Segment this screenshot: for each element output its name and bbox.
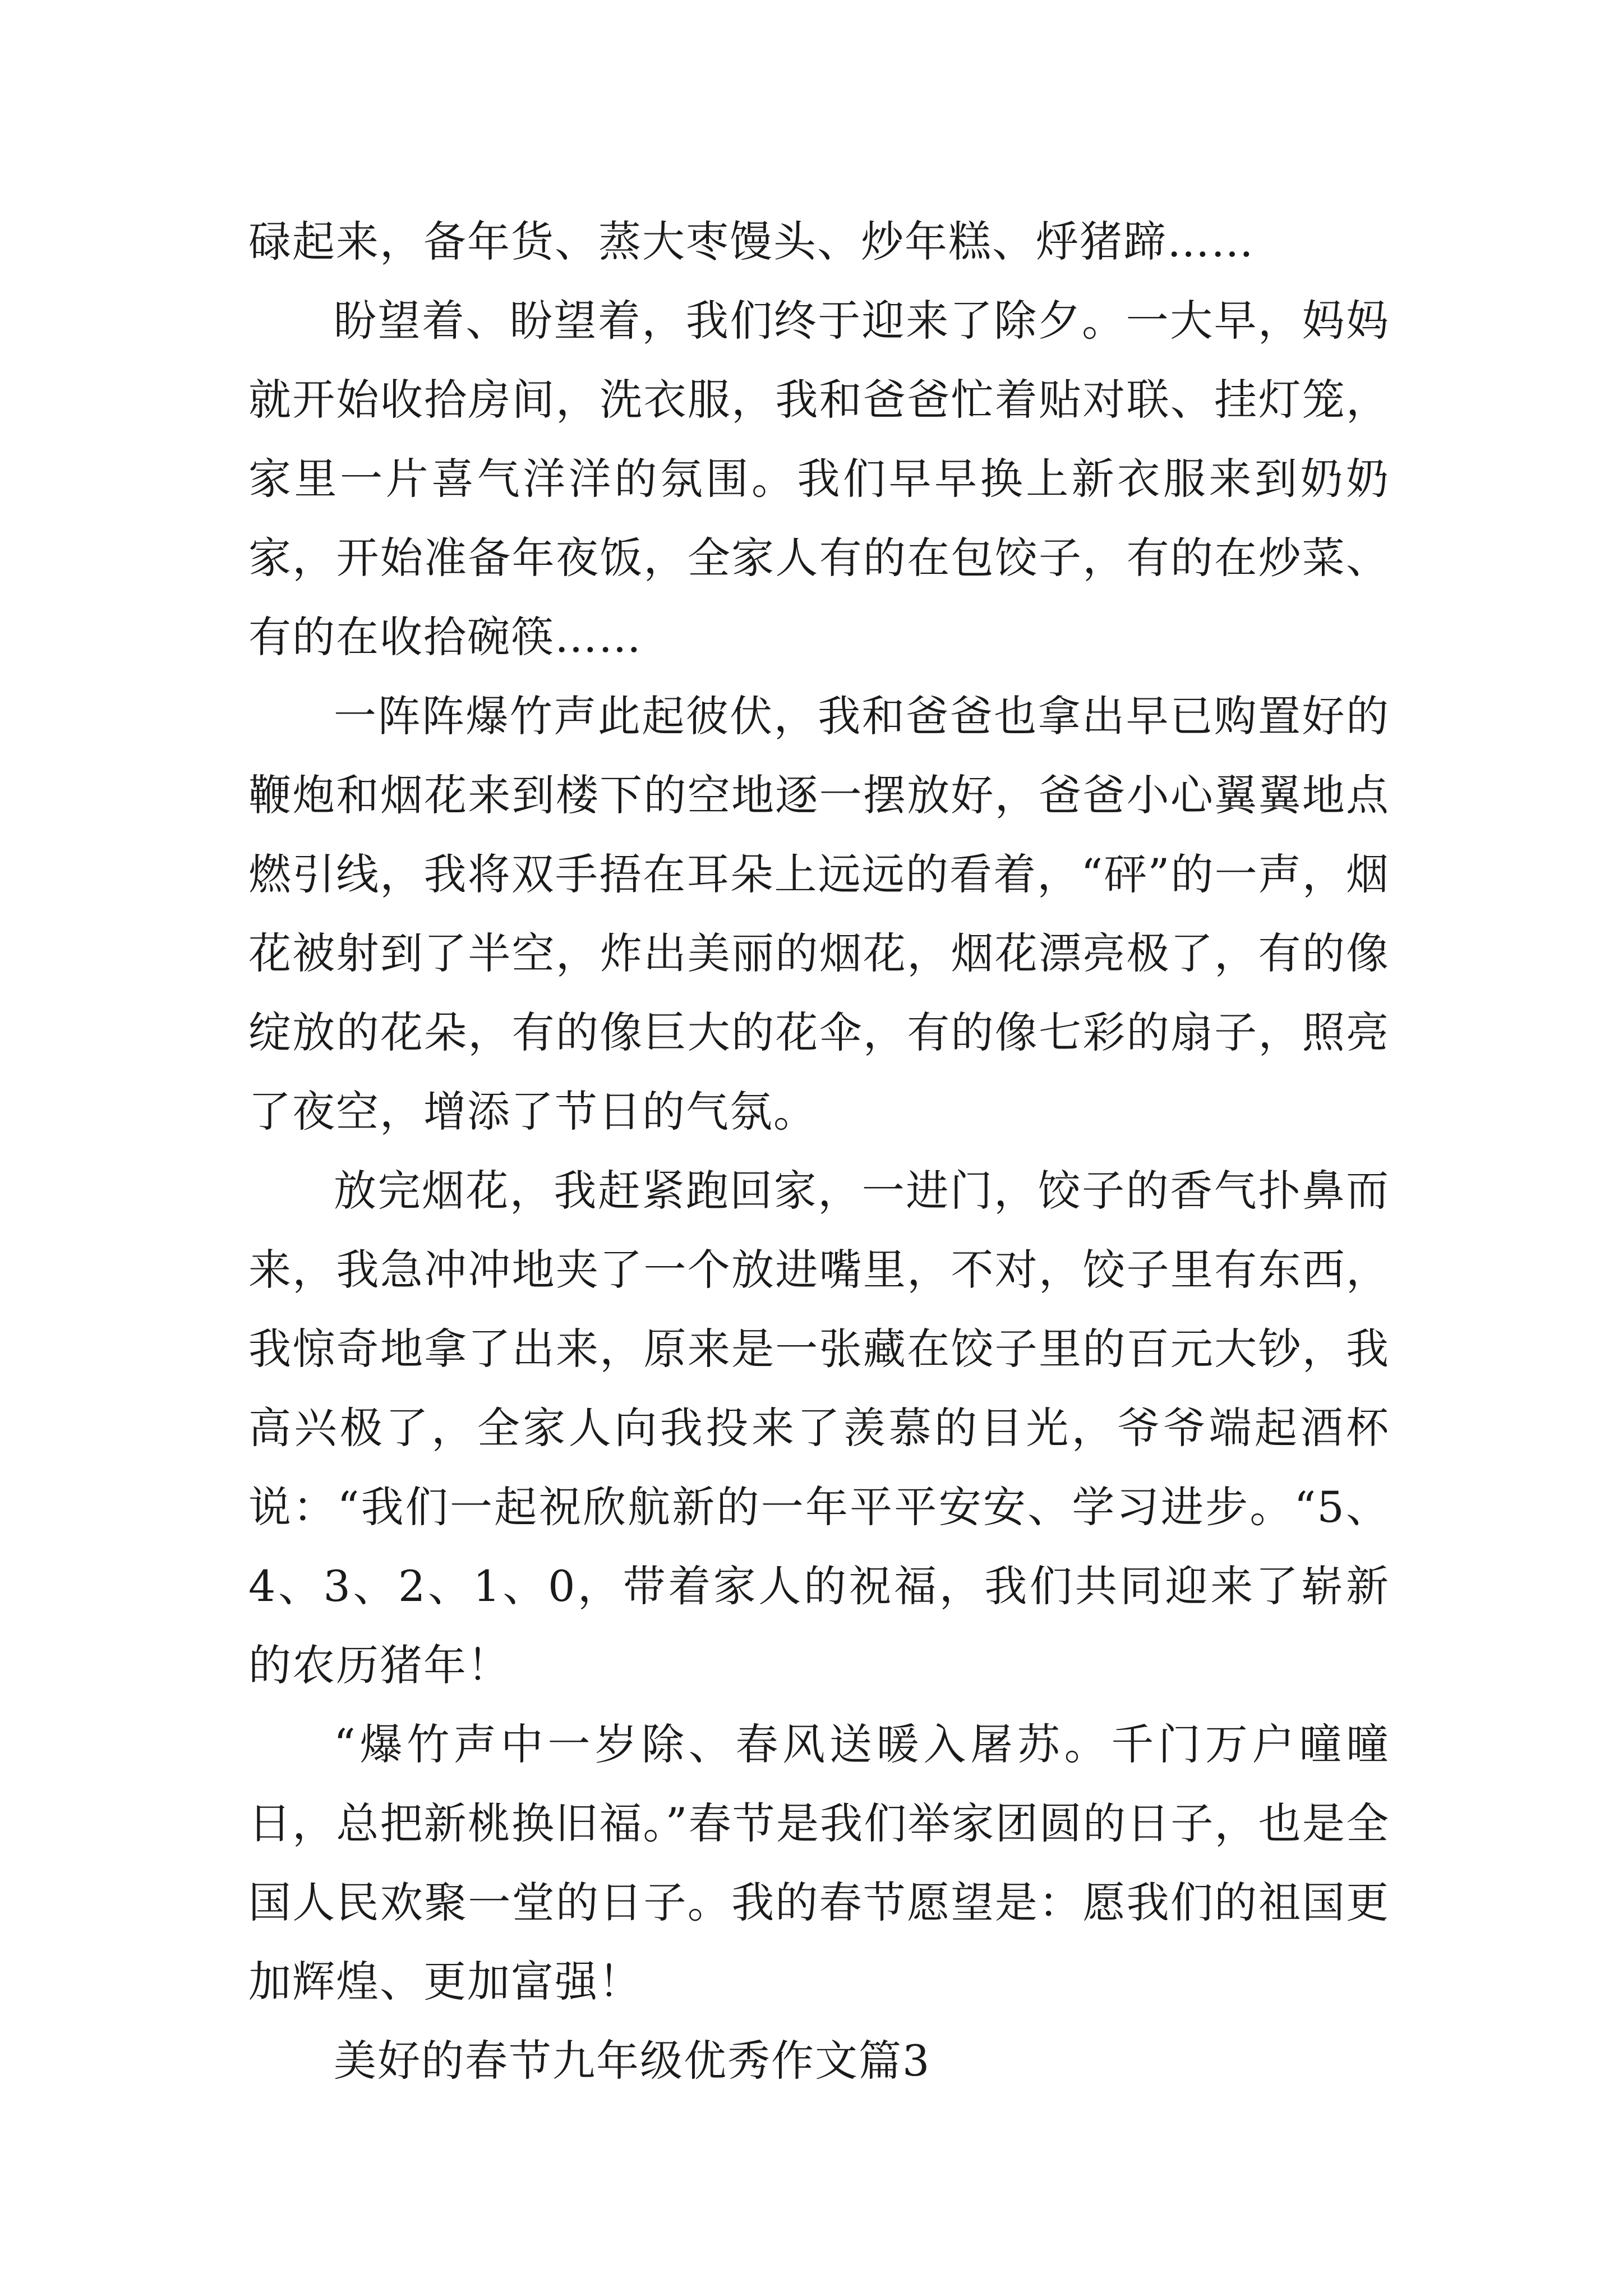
paragraph-1: 碌起来，备年货、蒸大枣馒头、炒年糕、烀猪蹄……	[248, 217, 1255, 266]
paragraph-5: “爆竹声中一岁除、春风送暖入屠苏。千门万户曈曈日，总把新桃换旧福。”春节是我们举家团圆的日子，也是全国人民欢聚一堂的日子。我的春节愿望是：愿我们的祖国更加辉煌、更加富强！	[248, 1719, 1390, 2007]
paragraph-4: 放完烟花，我赶紧跑回家，一进门，饺子的香气扑鼻而来，我急冲冲地夹了一个放进嘴里，不对，饺子里有东西，我惊奇地拿了出来，原来是一张藏在饺子里的百元大钞，我高兴极了，全家人向我投来了羡慕的目光，爷爷端起酒杯说：“我们一起祝欣航新的一年平平安安、学习进步。“5、4、3、2、1、0，带着家人的祝福，我们共同迎来了崭新的农历猪年！	[248, 1166, 1390, 1690]
paragraph-2: 盼望着、盼望着，我们终于迎来了除夕。一大早，妈妈就开始收拾房间，洗衣服，我和爸爸忙着贴对联、挂灯笼，家里一片喜气洋洋的氛围。我们早早换上新衣服来到奶奶家，开始准备年夜饭，全家人有的在包饺子，有的在炒菜、有的在收拾碗筷……	[248, 296, 1390, 662]
paragraph-3: 一阵阵爆竹声此起彼伏，我和爸爸也拿出早已购置好的鞭炮和烟花来到楼下的空地逐一摆放好，爸爸小心翼翼地点燃引线，我将双手捂在耳朵上远远的看着，“砰”的一声，烟花被射到了半空，炸出美丽的烟花，烟花漂亮极了，有的像绽放的花朵，有的像巨大的花伞，有的像七彩的扇子，照亮了夜空，增添了节日的气氛。	[248, 691, 1390, 1137]
document-body	[248, 202, 1390, 2100]
section-heading: 美好的春节九年级优秀作文篇3	[334, 2036, 931, 2086]
